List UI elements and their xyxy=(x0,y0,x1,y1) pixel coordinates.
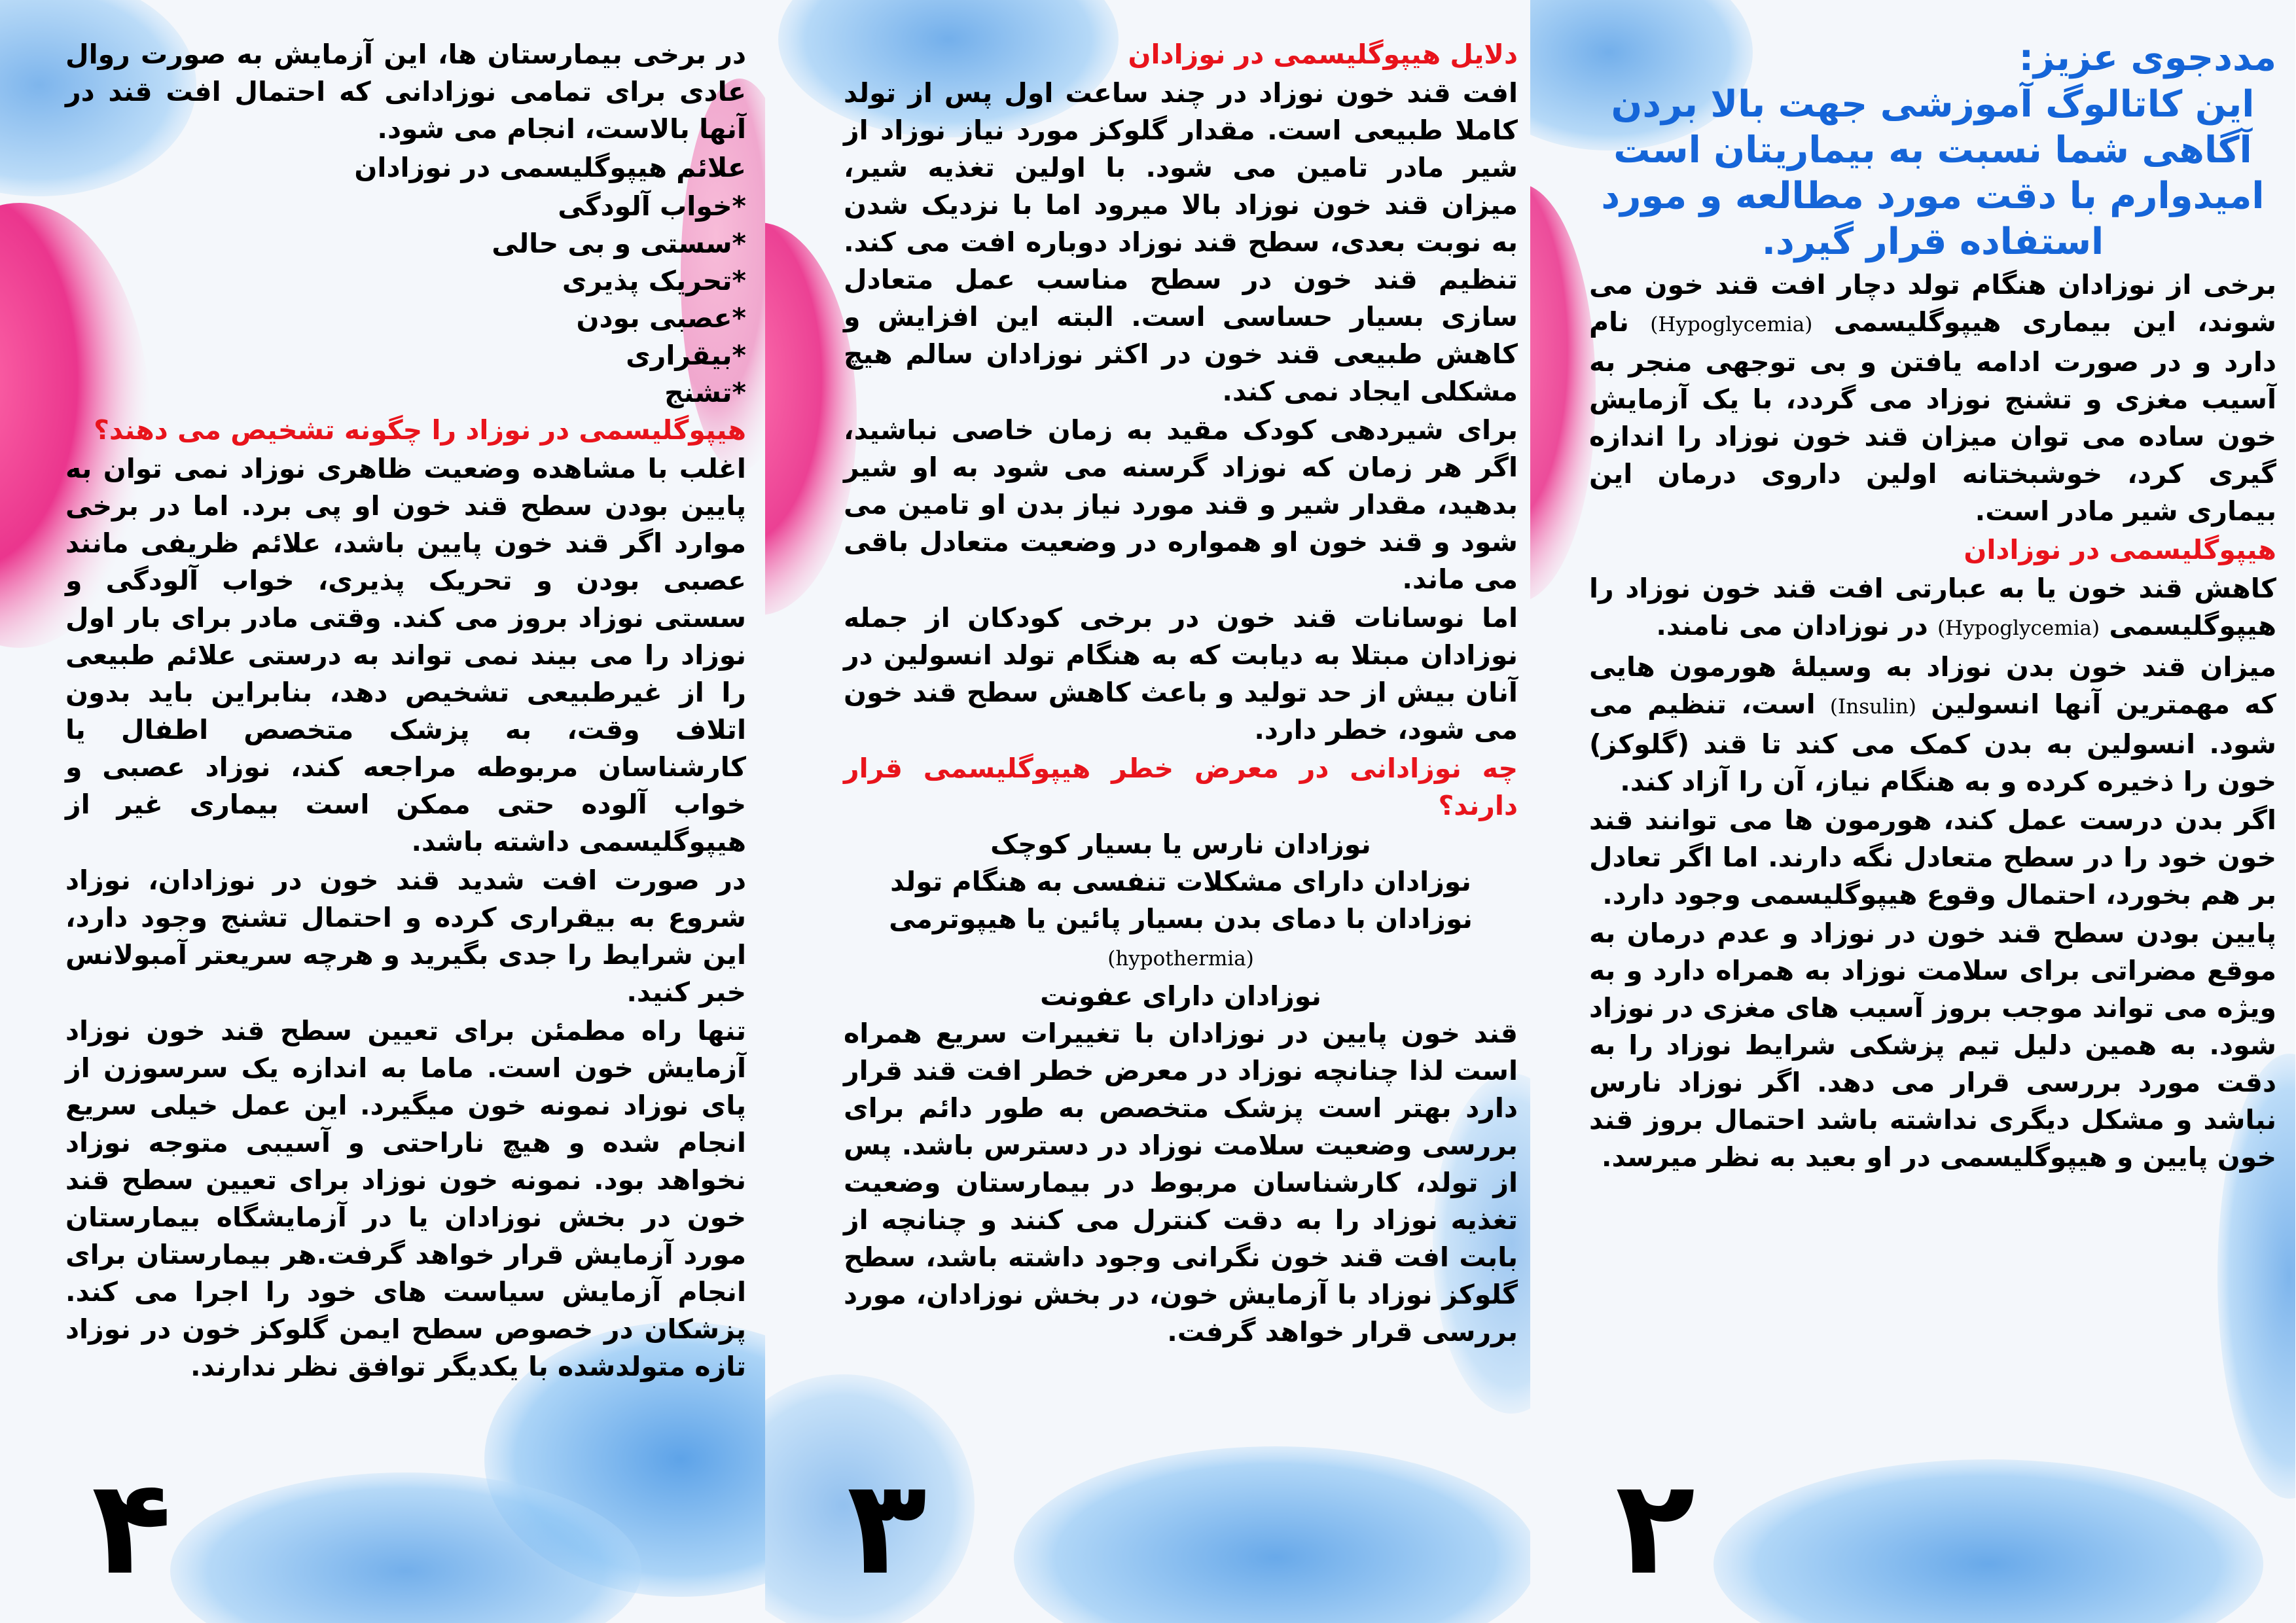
hypoglycemia-term: (Hypoglycemia) xyxy=(1650,313,1813,336)
insulin-text-b: است، تنظیم می شود. انسولین به بدن کمک می کند تا قند (گلوکز) خون را ذخیره کرده و به هنگام نیاز، آن را آزاد کند. xyxy=(1589,688,2276,797)
panel-page-3 xyxy=(765,0,1530,1623)
hypo-heading: هیپوگلیسمی در نوزادان xyxy=(1964,534,2276,565)
list-item: *سستی و بی حالی xyxy=(492,228,746,259)
intro-heading: مددجوی عزیز: xyxy=(2018,37,2276,79)
list-item: *تشنج xyxy=(664,377,746,408)
list-item: نوزادان دارای عفونت xyxy=(1040,980,1321,1012)
hypoglycemia-term: (Hypoglycemia) xyxy=(1937,616,2100,640)
panel-page-2 xyxy=(1530,0,2295,1623)
risk-paragraph: پایین بودن سطح قند خون در نوزاد و عدم درمان به موقع مضراتی برای سلامت نوزاد به همراه دارد و به ویژه می تواند موجب بروز آسیب های مغزی در نوزاد شود. به همین دلیل تیم پزشکی شرایط نوزاد را به دقت مورد بررسی قرار می دهد. اگر نوزاد نارس نباشد و مشکل دیگری نداشته باشد احتمال بروز قند خون پایین و هیپوگلیسمی در او بعید به نظر میرسد. xyxy=(1589,918,2276,1173)
insulin-term: (Insulin) xyxy=(1829,695,1917,719)
page-number-2: ۲ xyxy=(1615,1452,1696,1604)
blood-test-paragraph: تنها راه مطمئن برای تعیین سطح قند خون نوزاد آزمایش خون است. ماما به اندازه یک سرسوزن از پای نوزاد نمونه خون میگیرد. این عمل خیلی سریع انجام شده و هیچ ناراحتی و آسیبی متوجه نوزاد نخواهد بود. نمونه خون نوزاد برای تعیین سطح قند خون در بخش نوزادان یا در آزمایشگاه بیمارستان مورد آزمایش قرار خواهد گرفت.هر بیمارستان برای انجام آزمایش سیاست های خود را اجرا می کند. پزشکان در خصوص سطح ایمن گلوکز خون در نوزاد تازه متولدشده با یکدیگر توافق نظر ندارند. xyxy=(65,1015,746,1382)
insulin-paragraph xyxy=(1589,649,2276,800)
breastfeeding-paragraph: برای شیردهی کودک مقید به زمان خاصی نباشید، اگر هر زمان که نوزاد گرسنه می شود به او شیر بدهید، مقدار شیر و قند مورد نیاز بدن او تامین می شود و قند خون او همواره در وضعیت متعادل باقی می ماند. xyxy=(844,414,1518,595)
list-item: *عصبی بودن xyxy=(576,302,746,334)
fluctuation-paragraph: اما نوسانات قند خون در برخی کودکان از جمله نوزادان مبتلا به دیابت که به هنگام تولد انسولین در آنان بیش از حد تولید و باعث کاهش سطح قند خون می شود، خطر دارد. xyxy=(844,602,1518,745)
list-item: نوزادان نارس یا بسیار کوچک xyxy=(990,829,1371,860)
balance-paragraph: اگر بدن درست عمل کند، هورمون ها می توانند قند خون خود را در سطح متعادل نگه دارند. اما اگر تعادل بر هم بخورد، احتمال وقوع هیپوگلیسمی وجود دارد. xyxy=(1589,804,2276,910)
hypo-text-b: در نوزادان می نامند. xyxy=(1656,610,1928,641)
list-item: *بیقراری xyxy=(626,340,746,371)
risk-heading: چه نوزادانی در معرض خطر هیپوگلیسمی قرار دارند؟ xyxy=(844,753,1518,821)
risk-list xyxy=(844,826,1518,1015)
definition-paragraph xyxy=(1589,266,2276,530)
diagnosis-heading: هیپوگلیسمی در نوزاد را چگونه تشخیص می دهند؟ xyxy=(94,414,746,446)
insulin-text-a: میزان قند خون بدن نوزاد به وسیلهٔ هورمون هایی که مهمترین آنها انسولین xyxy=(1589,651,2276,720)
symptoms-heading: علائم هیپوگلیسمی در نوزادان xyxy=(354,152,746,183)
monitoring-paragraph: قند خون پایین در نوزادان با تغییرات سریع همراه است لذا چنانچه نوزاد در معرض خطر افت قند قرار دارد بهتر است پزشک متخصص به طور دائم برای بررسی وضعیت سلامت نوزاد در دسترس باشد. پس از تولد، کارشناسان مربوط در بیمارستان وضعیت تغذیه نوزاد را به دقت کنترل می کنند و چنانچه از بابت افت قند خون نگرانی وجود داشته باشد، سطح گلوکز نوزاد با آزمایش خون، در بخش نوزادان، مورد بررسی قرار خواهد گرفت. xyxy=(844,1018,1518,1347)
risk3-text: نوزادان با دمای بدن بسیار پائین یا هیپوترمی xyxy=(889,903,1473,935)
panel-4-text xyxy=(65,36,746,1387)
hypothermia-term: (hypothermia) xyxy=(1107,947,1254,971)
list-item xyxy=(844,901,1518,978)
page-number-3: ۳ xyxy=(847,1452,927,1604)
causes-heading: دلایل هیپوگلیسمی در نوزادان xyxy=(1128,39,1518,70)
list-item: *خواب آلودگی xyxy=(558,190,746,222)
hypo-text-a: کاهش قند خون یا به عبارتی افت قند خون نوزاد را هیپوگلیسمی xyxy=(1589,573,2276,641)
panel-3-text xyxy=(844,36,1518,1352)
causes-paragraph: افت قند خون نوزاد در چند ساعت اول پس از تولد کاملا طبیعی است. مقدار گلوکز مورد نیاز نوزاد از شیر مادر تامین می شود. با اولین تغذیه شیر، میزان قند خون نوزاد بالا میرود اما با نزدیک شدن به نوبت بعدی، سطح قند نوزاد دوباره افت می کند. تنظیم قند خون در سطح مناسب عمل متعادل سازی بسیار حساسی است. البته این افزایش و کاهش طبیعی قند خون در اکثر نوزادان سالم هیچ مشکلی ایجاد نمی کند. xyxy=(844,77,1518,407)
def-text-a: برخی از نوزادان هنگام تولد دچار افت قند خون می شوند، این بیماری هیپوگلیسمی xyxy=(1589,269,2276,338)
symptoms-list xyxy=(65,188,746,412)
panel-2-text xyxy=(1589,36,2276,1177)
severe-drop-paragraph: در صورت افت شدید قند خون در نوزادان، نوزاد شروع به بیقراری کرده و احتمال تشنج وجود دارد، این شرایط را جدی بگیرید و هرچه سریعتر آمبولانس خبر کنید. xyxy=(65,865,746,1008)
intro-text: این کاتالوگ آموزشی جهت بالا بردن آگاهی شما نسبت به بیماریتان است امیدوارم با دقت مورد مطالعه و مورد استفاده قرار گیرد. xyxy=(1601,83,2265,263)
def-text-b: نام دارد و در صورت ادامه یافتن و بی توجهی منجر به آسیب مغزی و تشنج نوزاد می گردد، با یک آزمایش خون ساده می توان میزان قند خون نوزاد را اندازه گیری کرد، خوشبختانه اولین داروی درمان این بیماری شیر مادر است. xyxy=(1589,306,2276,527)
hypo-paragraph xyxy=(1589,570,2276,647)
page-number-4: ۴ xyxy=(92,1452,172,1604)
hospital-routine-paragraph: در برخی بیمارستان ها، این آزمایش به صورت روال عادی برای تمامی نوزادانی که احتمال افت قند در آنها بالاست، انجام می شود. xyxy=(65,39,746,145)
list-item: *تحریک پذیری xyxy=(562,265,746,296)
panel-page-4 xyxy=(0,0,765,1623)
list-item: نوزادان دارای مشکلات تنفسی به هنگام تولد xyxy=(890,866,1471,897)
diagnosis-paragraph: اغلب با مشاهده وضعیت ظاهری نوزاد نمی توان به پایین بودن سطح قند خون او پی برد. اما در برخی موارد اگر قند خون پایین باشد، علائم ظریفی مانند عصبی بودن و تحریک پذیری، خواب آلودگی و سستی نوزاد بروز می کند. وقتی مادر برای بار اول نوزاد را می بیند نمی تواند به درستی علائم طبیعی را از غیرطبیعی تشخیص دهد، بنابراین باید بدون اتلاف وقت، به پزشک متخصص اطفال یا کارشناسان مربوطه مراجعه کند، نوزاد عصبی و خواب آلوده حتی ممکن است بیماری غیر از هیپوگلیسمی داشته باشد. xyxy=(65,453,746,857)
